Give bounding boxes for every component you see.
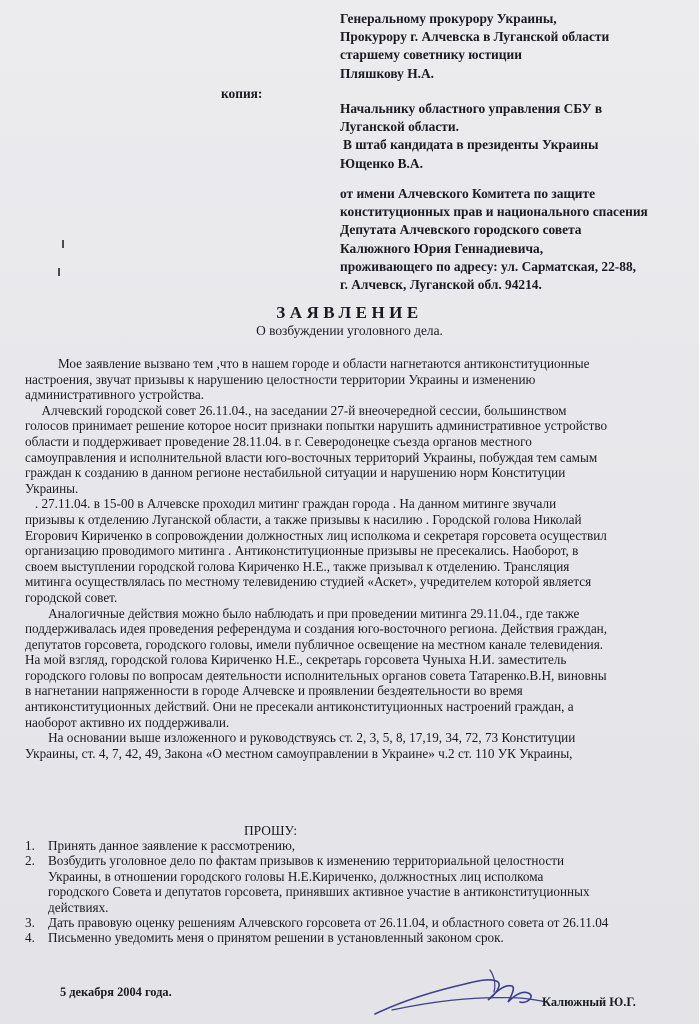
- copy-recipient-line: Луганской области.: [340, 119, 459, 135]
- text-line: городского головы по вопросам деятельности исполнительных органов совета Татаренко.В.Н, виновны: [25, 667, 607, 683]
- request-item: [25, 930, 693, 945]
- text-line: антиконституционных действий. Они не пресекали антиконституционных настроений граждан, а: [25, 699, 574, 715]
- paragraph: [25, 403, 693, 497]
- document-title: ЗАЯВЛЕНИЕ: [276, 303, 423, 322]
- text-line: административного устройства.: [25, 387, 205, 403]
- request-number: 3.: [25, 915, 35, 931]
- request-item: [25, 853, 693, 915]
- request-text: городского Совета и депутатов горсовета, принявших активное участие в антиконституционных: [48, 884, 590, 900]
- request-number: 2.: [25, 853, 35, 869]
- request-text: действиях.: [48, 899, 109, 915]
- request-text: Письменно уведомить меня о принятом решении в установленный законом срок.: [48, 930, 504, 946]
- text-line: На основании выше изложенного и руководствуясь ст. 2, 3, 5, 8, 17,19, 34, 72, 73 Конституции: [25, 730, 576, 746]
- signer-name: Калюжный Ю.Г.: [542, 995, 636, 1009]
- request-text: Украины, в отношении городского головы Н.Е.Кириченко, должностных лиц исполкома: [48, 868, 544, 884]
- statement-body: [25, 356, 693, 761]
- recipient-line: Пляшкову Н.А.: [340, 65, 434, 81]
- request-text: Возбудить уголовное дело по фактам призывов к изменению территориальной целостности: [48, 853, 565, 869]
- recipient-block: [340, 10, 695, 83]
- text-line: городской совет.: [25, 589, 118, 605]
- request-item: [25, 838, 693, 853]
- text-line: На мой взгляд, городской голова Кириченко Н.Е., секретарь горсовета Чуныха Н.И. заместитель: [25, 652, 567, 668]
- sender-line: Калюжного Юрия Геннадиевича,: [340, 240, 544, 256]
- sender-line: конституционных прав и национального спасения: [340, 204, 648, 220]
- text-line: поддерживалась идея проведения референдума и создания юго-восточного региона. Действия граждан,: [25, 621, 608, 637]
- copy-recipient-line: В штаб кандидата в президенты Украины: [343, 137, 599, 153]
- request-text: Принять данное заявление к рассмотрению,: [48, 838, 296, 853]
- text-line: своем выступлении городской голова Кириченко Н.Е., также призывал к отделению. Трансляция: [25, 558, 570, 574]
- sender-line: проживающего по адресу: ул. Сарматская, 22-88,: [340, 258, 636, 274]
- text-line: Украины.: [25, 480, 79, 496]
- paragraph: [25, 496, 693, 605]
- text-line: Мое заявление вызвано тем ,что в нашем городе и области нагнетаются антиконституционные: [25, 356, 590, 371]
- text-line: депутатов горсовета, городского головы, имели публичное освещение на местном канале телевидения.: [25, 636, 604, 652]
- request-number: 4.: [25, 930, 35, 946]
- text-line: голосов принимает решение которое носит признаки попытки нарушить административное устройство: [25, 418, 608, 434]
- request-number: 1.: [25, 838, 35, 853]
- copy-recipient-line: Начальнику областного управления СБУ в: [340, 101, 603, 116]
- text-line: организацию проводимого митинга . Антиконституционные призывы не пресекались. Наоборот, в: [25, 543, 579, 559]
- document-subtitle: О возбуждении уголовного дела.: [256, 323, 443, 338]
- text-line: настроения, звучат призывы к нарушению целостности территории Украины и изменению: [25, 371, 536, 387]
- recipient-line: старшему советнику юстиции: [340, 47, 522, 63]
- text-line: области и поддерживает проведение 28.11.04. в г. Северодонецке съезда органов местного: [25, 433, 532, 449]
- sender-block: [340, 185, 695, 294]
- document-date: 5 декабря 2004 года.: [60, 985, 172, 999]
- sender-line: от имени Алчевского Комитета по защите: [340, 186, 596, 201]
- request-text: Дать правовую оценку решениям Алчевского горсовета от 26.11.04, и областного совета от 26.11.04: [48, 915, 609, 931]
- text-line: наоборот активно их поддерживали.: [25, 714, 230, 730]
- text-line: Егорович Кириченко в сопровождении должностных лиц исполкома и секретаря горсовета осуществил: [25, 527, 607, 543]
- request-item: [25, 915, 693, 930]
- text-line: самоуправления и исполнительной власти юго-восточных территорий Украины, побуждая тем самым: [25, 449, 598, 465]
- recipient-line: Прокурору г. Алчевска в Луганской области: [340, 29, 610, 45]
- text-line: призывы к отделению Луганской области, а также призывы к насилию . Городской голова Николай: [25, 511, 582, 527]
- request-list: [25, 838, 693, 946]
- scan-mark: [58, 268, 60, 276]
- copy-recipient-line: Ющенко В.А.: [340, 155, 423, 171]
- text-line: Алчевский городской совет 26.11.04., на заседании 27-й внеочередной сессии, большинством: [25, 402, 567, 418]
- text-line: митинга осуществлялась по местному телевидению студией «Аскет», учредителем которой является: [25, 574, 592, 590]
- recipient-line: Генеральному прокурору Украины,: [340, 11, 557, 26]
- copy-label: копия:: [221, 86, 263, 101]
- text-line: Аналогичные действия можно было наблюдать и при проведении митинга 29.11.04., где также: [25, 605, 580, 621]
- text-line: Украины, ст. 4, 7, 42, 49, Закона «О местном самоуправлении в Украине» ч.2 ст. 110 УК Украины,: [25, 745, 573, 761]
- scan-mark: [62, 240, 64, 248]
- copy-recipient-block: [340, 100, 695, 173]
- paragraph: [25, 356, 693, 403]
- request-heading: ПРОШУ:: [244, 823, 298, 838]
- text-line: . 27.11.04. в 15-00 в Алчевске проходил митинг граждан города . На данном митинге звучали: [25, 496, 557, 512]
- paragraph: [25, 606, 693, 731]
- sender-line: г. Алчевск, Луганской обл. 94214.: [340, 277, 542, 293]
- paragraph: [25, 730, 693, 761]
- text-line: граждан к созданию в данном регионе нестабильной ситуации и нарушению норм Конституции: [25, 465, 566, 481]
- text-line: в нагнетании напряженности в городе Алчевске и проявлении бездеятельности во время: [25, 683, 523, 699]
- signature-icon: [370, 962, 550, 1022]
- sender-line: Депутата Алчевского городского совета: [340, 222, 582, 238]
